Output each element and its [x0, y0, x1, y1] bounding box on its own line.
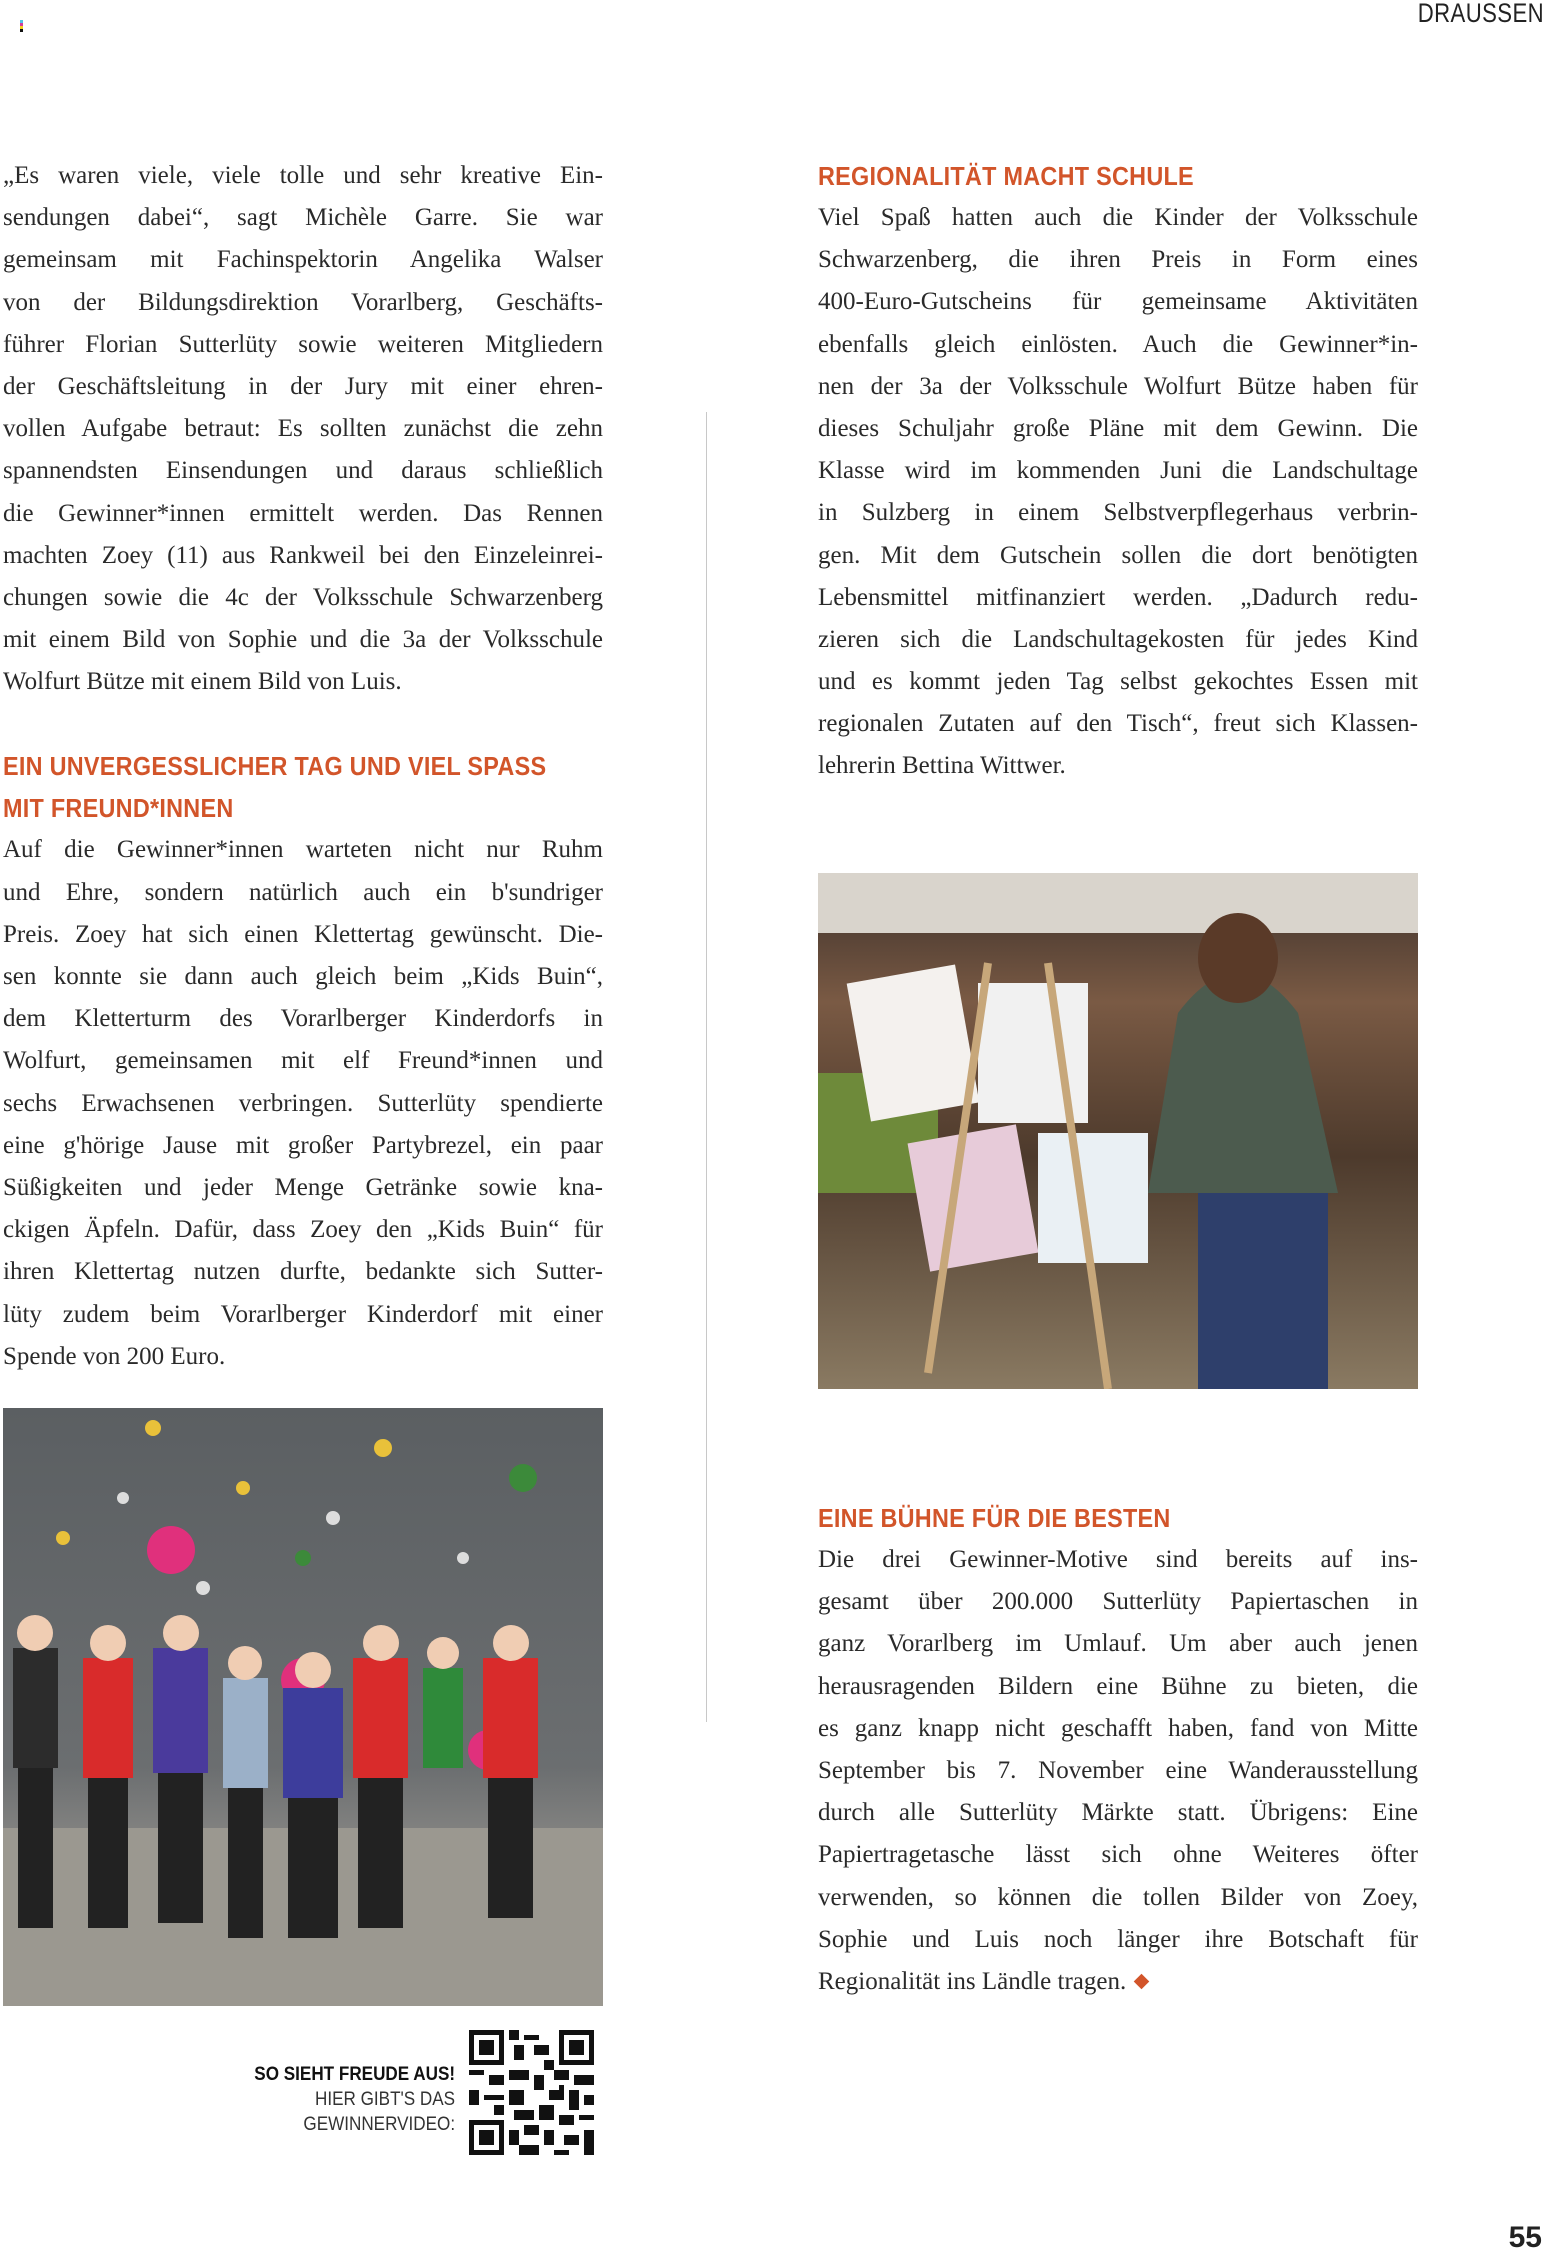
text-line: Viel Spaß hatten auch die Kinder der Volksschule — [818, 204, 1418, 231]
end-diamond-icon — [1134, 1974, 1150, 1990]
text-line-row — [3, 1083, 603, 1125]
text-line-row — [818, 197, 1418, 239]
heading-buehne — [818, 1497, 1418, 1539]
text-line-row — [818, 661, 1418, 703]
intro-paragraph — [3, 155, 603, 703]
text-line: Die drei Gewinner-Motive sind bereits auf ins- — [818, 1546, 1418, 1573]
text-line-row — [3, 239, 603, 281]
section-label: DRAUSSEN — [1417, 0, 1544, 28]
text-line-row — [3, 1125, 603, 1167]
text-line: in Sulzberg in einem Selbstverpflegerhaus verbrin- — [818, 499, 1418, 527]
text-line-row — [3, 324, 603, 366]
climbing-group-photo — [3, 1408, 603, 2006]
exhibition-photo — [818, 873, 1418, 1389]
text-line: Wolfurt, gemeinsamen mit elf Freund*innen und — [3, 1047, 603, 1075]
text-line: durch alle Sutterlüty Märkte statt. Übrigens: Eine — [818, 1799, 1418, 1827]
text-line: machten Zoey (11) aus Rankweil bei den Einzeleinrei- — [3, 541, 603, 569]
text-line: mit einem Bild von Sophie und die 3a der Volksschule — [3, 626, 603, 654]
column-divider — [706, 412, 707, 1722]
text-line-row — [3, 998, 603, 1040]
text-line-row — [818, 239, 1418, 281]
page-number: 55 — [1508, 2221, 1542, 2254]
text-line-row — [818, 1708, 1418, 1750]
text-line: von der Bildungsdirektion Vorarlberg, Geschäfts- — [3, 288, 603, 316]
children-cheering-illustration — [3, 1408, 603, 2006]
heading-row — [818, 155, 1358, 197]
heading-unvergesslicher-tag — [3, 745, 603, 829]
text-line: nen der 3a der Volksschule Wolfurt Bütze haben für — [818, 372, 1418, 400]
text-line-row — [3, 1167, 603, 1209]
text-line-row — [818, 1834, 1418, 1876]
text-line-row — [818, 366, 1418, 408]
text-line: ckigen Äpfeln. Dafür, dass Zoey den „Kids Buin“ für — [3, 1216, 603, 1244]
text-line-row — [818, 1919, 1418, 1961]
heading-row — [818, 1497, 1358, 1539]
text-line-row — [3, 1209, 603, 1251]
text-line: der Geschäftsleitung in der Jury mit einer ehren- — [3, 372, 603, 400]
text-line: sechs Erwachsenen verbringen. Sutterlüty spendierte — [3, 1089, 603, 1117]
text-line: Preis. Zoey hat sich einen Klettertag gewünscht. Die- — [3, 920, 603, 948]
text-line: führer Florian Sutterlüty sowie weiteren Mitgliedern — [3, 330, 603, 358]
text-line-row — [818, 535, 1418, 577]
text-line: und Ehre, sondern natürlich auch ein b'sundriger — [3, 878, 603, 906]
text-line-row — [3, 450, 603, 492]
text-line-row — [818, 1666, 1418, 1708]
text-line: gen. Mit dem Gutschein sollen die dort benötigten — [818, 541, 1418, 569]
text-line-row — [3, 366, 603, 408]
text-line-row — [818, 703, 1418, 745]
text-line-row — [3, 1040, 603, 1082]
text-line-row — [3, 408, 603, 450]
text-line-row — [818, 1750, 1418, 1792]
text-line-row — [818, 450, 1418, 492]
text-line: eine g'hörige Jause mit großer Partybrezel, ein paar — [3, 1131, 603, 1159]
heading-line: EINE BÜHNE FÜR DIE BESTEN — [818, 1503, 1171, 1533]
text-line-row — [818, 1623, 1418, 1665]
heading-row — [3, 787, 543, 829]
text-line: gesamt über 200.000 Sutterlüty Papiertaschen in — [818, 1588, 1418, 1616]
text-line-row — [3, 493, 603, 535]
text-line-row — [3, 282, 603, 324]
text-line-row — [3, 956, 603, 998]
text-line: Papiertragetasche lässt sich ohne Weiteres öfter — [818, 1841, 1418, 1869]
text-line: die Gewinner*innen ermittelt werden. Das Rennen — [3, 499, 603, 527]
text-line-row — [818, 1877, 1418, 1919]
text-line-row — [818, 324, 1418, 366]
text-line: dem Kletterturm des Vorarlberger Kinderdorfs in — [3, 1005, 603, 1033]
text-line-row — [818, 1792, 1418, 1834]
text-line: regionalen Zutaten auf den Tisch“, freut sich Klassen- — [818, 710, 1418, 738]
left-column — [3, 155, 603, 1378]
text-line-row — [3, 577, 603, 619]
text-line-row — [818, 281, 1418, 323]
text-line-row — [3, 1251, 603, 1293]
text-line-row — [818, 619, 1418, 661]
text-line-row — [3, 914, 603, 956]
text-line-row — [818, 577, 1418, 619]
text-line: sen konnte sie dann auch gleich beim „Kids Buin“, — [3, 963, 603, 990]
text-line-row — [3, 661, 603, 703]
text-line: chungen sowie die 4c der Volksschule Schwarzenberg — [3, 583, 603, 611]
text-line: Lebensmittel mitfinanziert werden. „Dadurch redu- — [818, 583, 1418, 611]
text-line: vollen Aufgabe betraut: Es sollten zunächst die zehn — [3, 415, 603, 443]
text-line-row — [818, 745, 1418, 787]
text-line: zieren sich die Landschultagekosten für jedes Kind — [818, 625, 1418, 653]
heading-row — [3, 745, 547, 787]
text-line-row — [818, 1539, 1418, 1581]
text-line: sendungen dabei“, sagt Michèle Garre. Sie war — [3, 204, 603, 232]
text-line-row — [818, 492, 1418, 534]
text-line: 400-Euro-Gutscheins für gemeinsame Aktivitäten — [818, 288, 1418, 316]
text-line: „Es waren viele, viele tolle und sehr kreative Ein- — [3, 162, 603, 189]
caption-line: HIER GIBT'S DAS — [314, 2089, 455, 2110]
right-column-top — [818, 155, 1418, 788]
text-line: spannendsten Einsendungen und daraus schließlich — [3, 457, 603, 485]
qr-code[interactable] — [469, 2030, 594, 2155]
text-line: lüty zudem beim Vorarlberger Kinderdorf mit einer — [3, 1300, 603, 1328]
right-column-bottom — [818, 1497, 1418, 2003]
klettertag-paragraph — [3, 829, 603, 1377]
text-line: Süßigkeiten und jeder Menge Getränke sowie kna- — [3, 1173, 603, 1201]
text-line: September bis 7. November eine Wanderausstellung — [818, 1756, 1418, 1784]
text-line-row — [818, 1961, 1418, 2003]
text-line: Klasse wird im kommenden Juni die Landschultage — [818, 457, 1418, 485]
text-line: Sophie und Luis noch länger ihre Botschaft für — [818, 1925, 1418, 1953]
text-line-row — [3, 829, 603, 871]
text-line-row — [818, 408, 1418, 450]
text-line: ebenfalls gleich einlösten. Auch die Gewinner*in- — [818, 330, 1418, 358]
video-caption — [254, 2062, 455, 2137]
text-line: Wolfurt Bütze mit einem Bild von Luis. — [3, 668, 402, 696]
text-line-row — [3, 619, 603, 661]
text-line-row — [3, 1294, 603, 1336]
regionalitaet-paragraph — [818, 197, 1418, 788]
text-line: ganz Vorarlberg im Umlauf. Um aber auch jenen — [818, 1630, 1418, 1658]
text-line-row — [3, 872, 603, 914]
text-line: Auf die Gewinner*innen warteten nicht nur Ruhm — [3, 836, 603, 864]
text-line: Schwarzenberg, die ihren Preis in Form eines — [818, 246, 1418, 274]
heading-line: REGIONALITÄT MACHT SCHULE — [818, 161, 1194, 191]
art-exhibition-illustration — [818, 873, 1418, 1389]
text-line: es ganz knapp nicht geschafft haben, fand von Mitte — [818, 1714, 1418, 1742]
text-line: herausragenden Bildern eine Bühne zu bieten, die — [818, 1672, 1418, 1700]
text-line-row — [3, 155, 603, 197]
text-line-row — [3, 197, 603, 239]
text-line: verwenden, so können die tollen Bilder von Zoey, — [818, 1883, 1418, 1911]
text-line: ihren Klettertag nutzen durfte, bedankte sich Sutter- — [3, 1258, 603, 1286]
text-line: Regionalität ins Ländle tragen. — [818, 1967, 1127, 1995]
caption-title: SO SIEHT FREUDE AUS! — [254, 2064, 455, 2085]
text-line: und es kommt jeden Tag selbst gekochtes Essen mit — [818, 668, 1418, 696]
text-line-row — [3, 1336, 603, 1378]
print-color-marks — [20, 20, 23, 32]
heading-regionalitaet — [818, 155, 1418, 197]
heading-line: EIN UNVERGESSLICHER TAG UND VIEL SPASS — [3, 751, 547, 782]
text-line: gemeinsam mit Fachinspektorin Angelika Walser — [3, 246, 603, 274]
caption-line: GEWINNERVIDEO: — [303, 2114, 455, 2135]
text-line: lehrerin Bettina Wittwer. — [818, 752, 1066, 780]
buehne-paragraph — [818, 1539, 1418, 2003]
text-line: Spende von 200 Euro. — [3, 1342, 226, 1370]
text-line-row — [3, 535, 603, 577]
text-line-row — [818, 1581, 1418, 1623]
heading-line: MIT FREUND*INNEN — [3, 793, 234, 824]
text-line: dieses Schuljahr große Pläne mit dem Gewinn. Die — [818, 414, 1418, 442]
